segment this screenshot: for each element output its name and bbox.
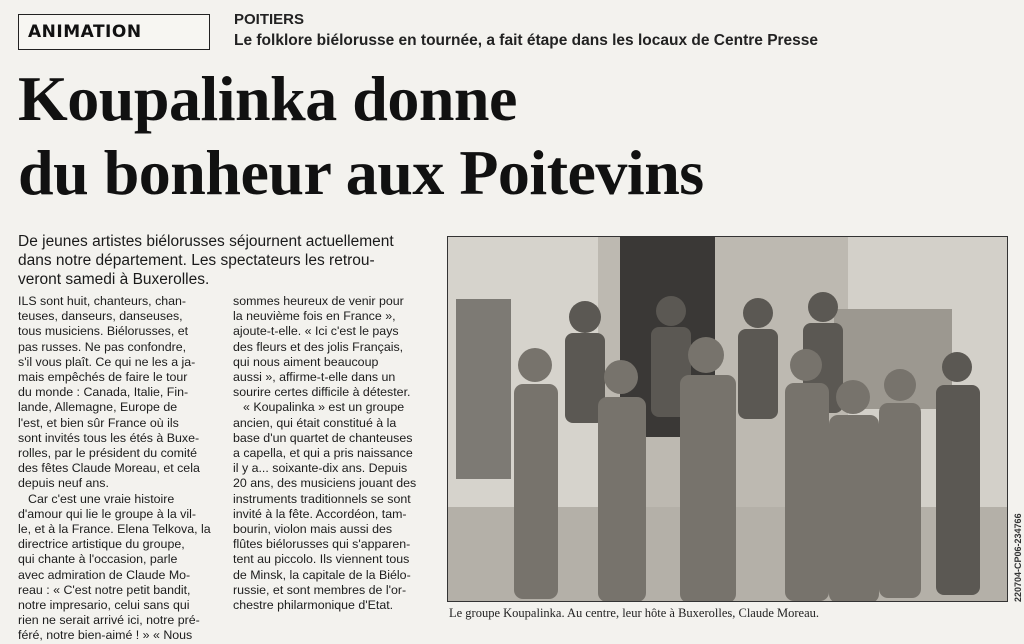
- kicker-city: POITIERS: [234, 11, 305, 28]
- body-line: qui chante à l'occasion, parle: [18, 552, 178, 567]
- body-line: pas russes. Ne pas confondre,: [18, 339, 187, 354]
- body-line: il y a... soixante-dix ans. Depuis: [233, 461, 408, 476]
- body-line: invité à la fête. Accordéon, tam-: [233, 506, 407, 521]
- chapo-intro: [18, 232, 438, 289]
- body-line: des fêtes Claude Moreau, et cela: [18, 461, 200, 476]
- body-line: sont invités tous les étés à Buxe-: [18, 430, 200, 445]
- body-line: aussi », affirme-t-elle dans un: [233, 370, 396, 385]
- body-line: la neuvième fois en France »,: [233, 309, 396, 324]
- body-line: bourin, violon mais aussi des: [233, 522, 393, 537]
- article-column-2: [233, 294, 433, 613]
- chapo-line: veront samedi à Buxerolles.: [18, 271, 210, 288]
- body-line: tent au piccolo. Ils viennent tous: [233, 552, 410, 567]
- body-line: le, et à la France. Elena Telkova, la: [18, 522, 211, 537]
- body-line: russie, et sont membres de l'or-: [233, 582, 407, 597]
- body-line: lande, Allemagne, Europe de: [18, 400, 178, 415]
- archive-reference: 220704-CP06-234766: [1013, 513, 1023, 602]
- group-photo-illustration: [448, 237, 1008, 602]
- body-line: 20 ans, des musiciens jouant des: [233, 476, 417, 491]
- body-line: mais empêchés de faire le tour: [18, 370, 188, 385]
- group-photo: [447, 236, 1008, 602]
- section-rubric-label: ANIMATION: [28, 22, 142, 42]
- body-line: des fleurs et des jolis Français,: [233, 339, 404, 354]
- body-line: du monde : Canada, Italie, Fin-: [18, 385, 189, 400]
- body-line: directrice artistique du groupe,: [18, 537, 185, 552]
- chapo-line: dans notre département. Les spectateurs les retrou-: [18, 252, 375, 269]
- body-line: chestre philarmonique d'Etat.: [233, 598, 394, 613]
- headline-line-2: du bonheur aux Poitevins: [18, 137, 704, 208]
- section-rubric-box: [18, 14, 210, 50]
- body-line: rolles, par le président du comité: [18, 446, 198, 461]
- body-line: l'est, et bien sûr France où ils: [18, 415, 179, 430]
- body-line: ancien, qui était constitué à la: [233, 415, 397, 430]
- article-column-1: [18, 294, 218, 644]
- body-line: ILS sont huit, chanteurs, chan-: [18, 294, 187, 308]
- body-line: s'il vous plaît. Ce qui ne les a ja-: [18, 354, 196, 369]
- photo-caption: Le groupe Koupalinka. Au centre, leur hôte à Buxerolles, Claude Moreau.: [449, 606, 820, 620]
- body-line: flûtes biélorusses qui s'apparen-: [233, 537, 411, 552]
- body-line: notre impresario, celui sans qui: [18, 598, 190, 613]
- body-line: féré, notre bien-aimé ! » « Nous: [18, 628, 193, 643]
- body-line: teuses, danseurs, danseuses,: [18, 309, 183, 324]
- body-line: Car c'est une vraie histoire: [28, 491, 175, 506]
- body-line: a capella, et qui a pris naissance: [233, 446, 413, 461]
- body-line: reau : « C'est notre petit bandit,: [18, 582, 191, 597]
- body-line: tous musiciens. Biélorusses, et: [18, 324, 189, 339]
- kicker-subtitle: Le folklore biélorusse en tournée, a fait étape dans les locaux de Centre Presse: [234, 32, 819, 49]
- body-line: qui nous aiment beaucoup: [233, 354, 379, 369]
- body-line: de Minsk, la capitale de la Biélo-: [233, 567, 411, 582]
- body-line: rien ne serait arrivé ici, notre pré-: [18, 613, 200, 628]
- body-line: sourire certes difficile à détester.: [233, 385, 411, 400]
- headline-line-1: Koupalinka donne: [18, 63, 517, 134]
- headline: [18, 62, 918, 210]
- body-line: d'amour qui lie le groupe à la vil-: [18, 506, 196, 521]
- body-line: avec admiration de Claude Mo-: [18, 567, 191, 582]
- body-line: base d'un quartet de chanteuses: [233, 430, 413, 445]
- chapo-line: De jeunes artistes biélorusses séjournent actuellement: [18, 233, 394, 250]
- body-line: ajoute-t-elle. « Ici c'est le pays: [233, 324, 399, 339]
- body-line: « Koupalinka » est un groupe: [243, 400, 405, 415]
- body-line: depuis neuf ans.: [18, 476, 109, 491]
- body-line: sommes heureux de venir pour: [233, 294, 404, 308]
- body-line: instruments traditionnels se sont: [233, 491, 411, 506]
